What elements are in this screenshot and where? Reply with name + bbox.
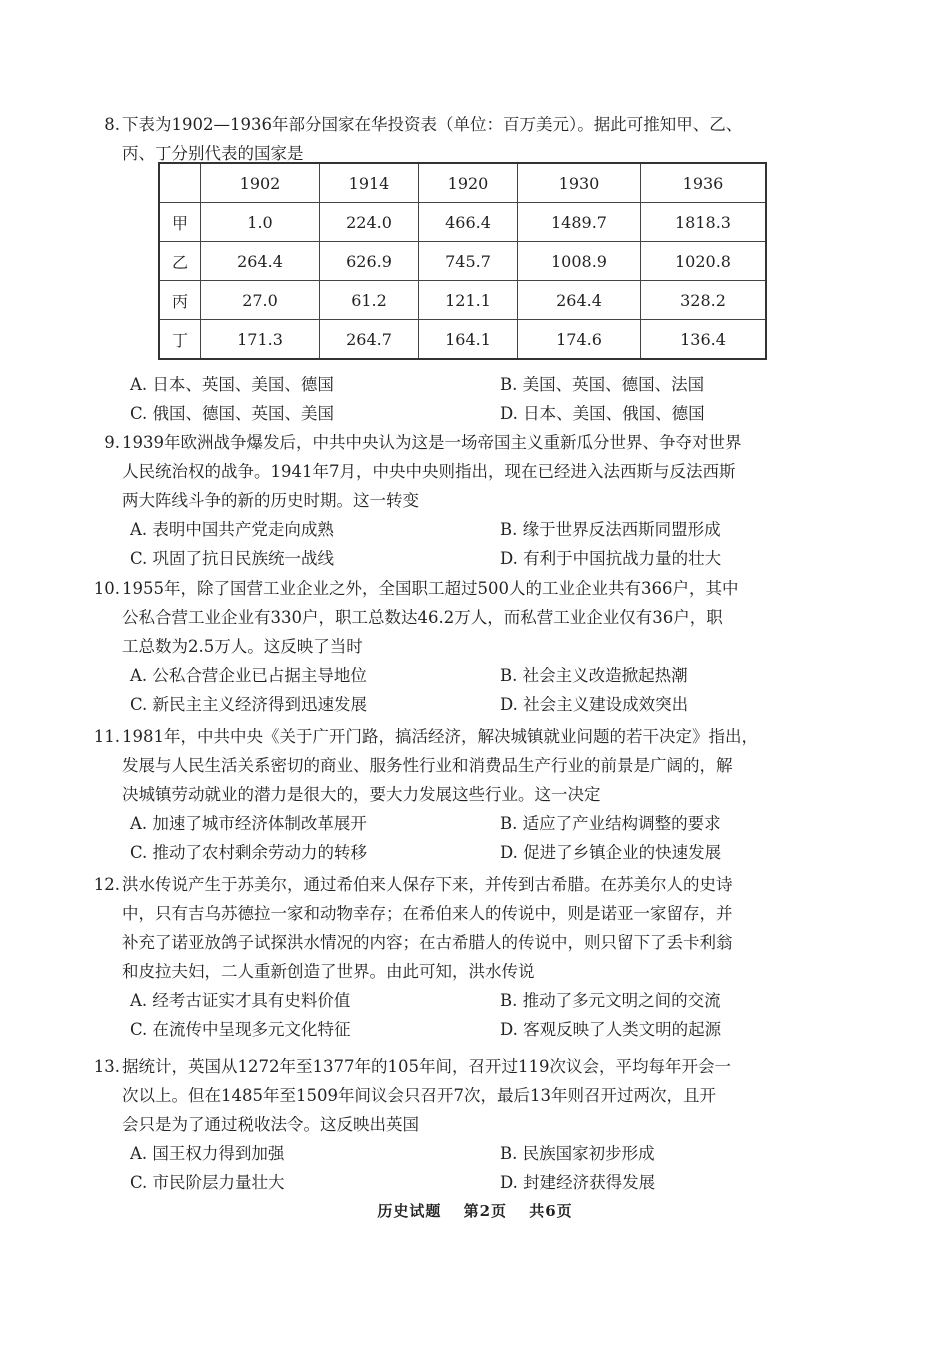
table-cell: 745.7 bbox=[419, 242, 518, 281]
question-8 bbox=[88, 110, 818, 168]
option-a[interactable]: A. 日本、英国、美国、德国 bbox=[130, 375, 334, 394]
option-d[interactable]: D. 社会主义建设成效突出 bbox=[500, 695, 689, 714]
table-cell: 264.4 bbox=[201, 242, 320, 281]
table-row bbox=[159, 281, 766, 320]
options-grid bbox=[88, 661, 818, 719]
question-13 bbox=[88, 1052, 818, 1197]
table-cell: 1489.7 bbox=[518, 203, 641, 242]
question-stem: 10. 1955年，除了国营工业企业之外，全国职工超过500人的工业企业共有366户，其中 bbox=[93, 579, 739, 598]
table-cell: 136.4 bbox=[641, 320, 767, 360]
question-11 bbox=[88, 722, 818, 867]
question-stem: 丙、丁分别代表的国家是 bbox=[122, 144, 304, 163]
question-stem: 公私合营工业企业有330户，职工总数达46.2万人，而私营工业企业仅有36户，职 bbox=[122, 608, 723, 627]
question-stem: 13. 据统计，英国从1272年至1377年的105年间，召开过119次议会，平均每年开会一 bbox=[93, 1057, 731, 1076]
option-a[interactable]: A. 经考古证实才具有史料价值 bbox=[130, 991, 351, 1010]
table-cell: 164.1 bbox=[419, 320, 518, 360]
page-footer bbox=[0, 1200, 950, 1221]
option-c[interactable]: C. 新民主主义经济得到迅速发展 bbox=[130, 695, 368, 714]
table-cell: 丙 bbox=[159, 281, 201, 320]
option-b[interactable]: B. 美国、英国、德国、法国 bbox=[500, 375, 705, 394]
question-8-options bbox=[88, 370, 818, 428]
table-cell: 61.2 bbox=[320, 281, 419, 320]
option-a[interactable]: A. 国王权力得到加强 bbox=[130, 1144, 285, 1163]
table-cell: 626.9 bbox=[320, 242, 419, 281]
question-stem: 两大阵线斗争的新的历史时期。这一转变 bbox=[122, 491, 419, 510]
table-cell: 264.7 bbox=[320, 320, 419, 360]
option-d[interactable]: D. 客观反映了人类文明的起源 bbox=[500, 1020, 722, 1039]
question-stem: 次以上。但在1485年至1509年间议会只召开7次，最后13年则召开过两次，且开 bbox=[122, 1086, 716, 1105]
table-cell: 乙 bbox=[159, 242, 201, 281]
table-header-cell: 1914 bbox=[320, 163, 419, 203]
footer-subject: 历史试题 bbox=[377, 1202, 442, 1220]
table-header-cell bbox=[159, 163, 201, 203]
option-a[interactable]: A. 公私合营企业已占据主导地位 bbox=[130, 666, 367, 685]
table-cell: 121.1 bbox=[419, 281, 518, 320]
option-a[interactable]: A. 加速了城市经济体制改革展开 bbox=[130, 814, 367, 833]
question-stem: 人民统治权的战争。1941年7月，中央中央则指出，现在已经进入法西斯与反法西斯 bbox=[122, 462, 736, 481]
question-12 bbox=[88, 870, 818, 1044]
table-header-cell: 1902 bbox=[201, 163, 320, 203]
options-grid bbox=[88, 809, 818, 867]
table-header-row bbox=[159, 163, 766, 203]
table-cell: 328.2 bbox=[641, 281, 767, 320]
option-b[interactable]: B. 适应了产业结构调整的要求 bbox=[500, 814, 721, 833]
option-d[interactable]: D. 促进了乡镇企业的快速发展 bbox=[500, 843, 722, 862]
question-stem: 补充了诺亚放鸽子试探洪水情况的内容；在古希腊人的传说中，则只留下了丢卡利翁 bbox=[122, 933, 733, 952]
table-cell: 1.0 bbox=[201, 203, 320, 242]
table-header-cell: 1936 bbox=[641, 163, 767, 203]
table-row bbox=[159, 320, 766, 360]
option-c[interactable]: C. 推动了农村剩余劳动力的转移 bbox=[130, 843, 368, 862]
table-cell: 1020.8 bbox=[641, 242, 767, 281]
table-cell: 丁 bbox=[159, 320, 201, 360]
option-b[interactable]: B. 推动了多元文明之间的交流 bbox=[500, 991, 721, 1010]
table-header-cell: 1920 bbox=[419, 163, 518, 203]
table-cell: 224.0 bbox=[320, 203, 419, 242]
question-stem: 8. 下表为1902—1936年部分国家在华投资表（单位：百万美元）。据此可推知甲、乙、 bbox=[104, 115, 743, 134]
table-cell: 171.3 bbox=[201, 320, 320, 360]
option-d[interactable]: D. 有利于中国抗战力量的壮大 bbox=[500, 549, 722, 568]
question-stem: 工总数为2.5万人。这反映了当时 bbox=[122, 637, 363, 656]
options-grid bbox=[88, 986, 818, 1044]
option-b[interactable]: B. 缘于世界反法西斯同盟形成 bbox=[500, 520, 721, 539]
table-cell: 甲 bbox=[159, 203, 201, 242]
option-b[interactable]: B. 社会主义改造掀起热潮 bbox=[500, 666, 688, 685]
question-stem: 发展与人民生活关系密切的商业、服务性行业和消费品生产行业的前景是广阔的，解 bbox=[122, 756, 733, 775]
table-cell: 27.0 bbox=[201, 281, 320, 320]
investment-table bbox=[158, 162, 767, 360]
question-stem: 11. 1981年，中共中央《关于广开门路，搞活经济，解决城镇就业问题的若干决定》指出， bbox=[93, 727, 758, 746]
question-stem: 12. 洪水传说产生于苏美尔，通过希伯来人保存下来，并传到古希腊。在苏美尔人的史诗 bbox=[93, 875, 733, 894]
question-stem: 决城镇劳动就业的潜力是很大的，要大力发展这些行业。这一决定 bbox=[122, 785, 601, 804]
options-grid bbox=[88, 1139, 818, 1197]
table-cell: 1008.9 bbox=[518, 242, 641, 281]
question-stem: 和皮拉夫妇，二人重新创造了世界。由此可知，洪水传说 bbox=[122, 962, 535, 981]
options-grid bbox=[88, 515, 818, 573]
question-stem: 9. 1939年欧洲战争爆发后，中共中央认为这是一场帝国主义重新瓜分世界、争夺对世界 bbox=[104, 433, 742, 452]
footer-total: 共6页 bbox=[529, 1202, 573, 1220]
table-row bbox=[159, 242, 766, 281]
table-cell: 174.6 bbox=[518, 320, 641, 360]
option-d[interactable]: D. 日本、美国、俄国、德国 bbox=[500, 404, 705, 423]
options-grid bbox=[88, 370, 818, 428]
question-10 bbox=[88, 574, 818, 719]
question-stem: 会只是为了通过税收法令。这反映出英国 bbox=[122, 1115, 419, 1134]
option-a[interactable]: A. 表明中国共产党走向成熟 bbox=[130, 520, 334, 539]
question-stem: 中，只有吉乌苏德拉一家和动物幸存；在希伯来人的传说中，则是诺亚一家留存，并 bbox=[122, 904, 733, 923]
table-cell: 466.4 bbox=[419, 203, 518, 242]
table-cell: 264.4 bbox=[518, 281, 641, 320]
option-c[interactable]: C. 巩固了抗日民族统一战线 bbox=[130, 549, 335, 568]
footer-page: 第2页 bbox=[463, 1202, 507, 1220]
question-9 bbox=[88, 428, 818, 573]
option-d[interactable]: D. 封建经济获得发展 bbox=[500, 1173, 656, 1192]
option-c[interactable]: C. 俄国、德国、英国、美国 bbox=[130, 404, 335, 423]
table-cell: 1818.3 bbox=[641, 203, 767, 242]
option-c[interactable]: C. 在流传中呈现多元文化特征 bbox=[130, 1020, 351, 1039]
option-b[interactable]: B. 民族国家初步形成 bbox=[500, 1144, 655, 1163]
table-row bbox=[159, 203, 766, 242]
option-c[interactable]: C. 市民阶层力量壮大 bbox=[130, 1173, 285, 1192]
table-header-cell: 1930 bbox=[518, 163, 641, 203]
